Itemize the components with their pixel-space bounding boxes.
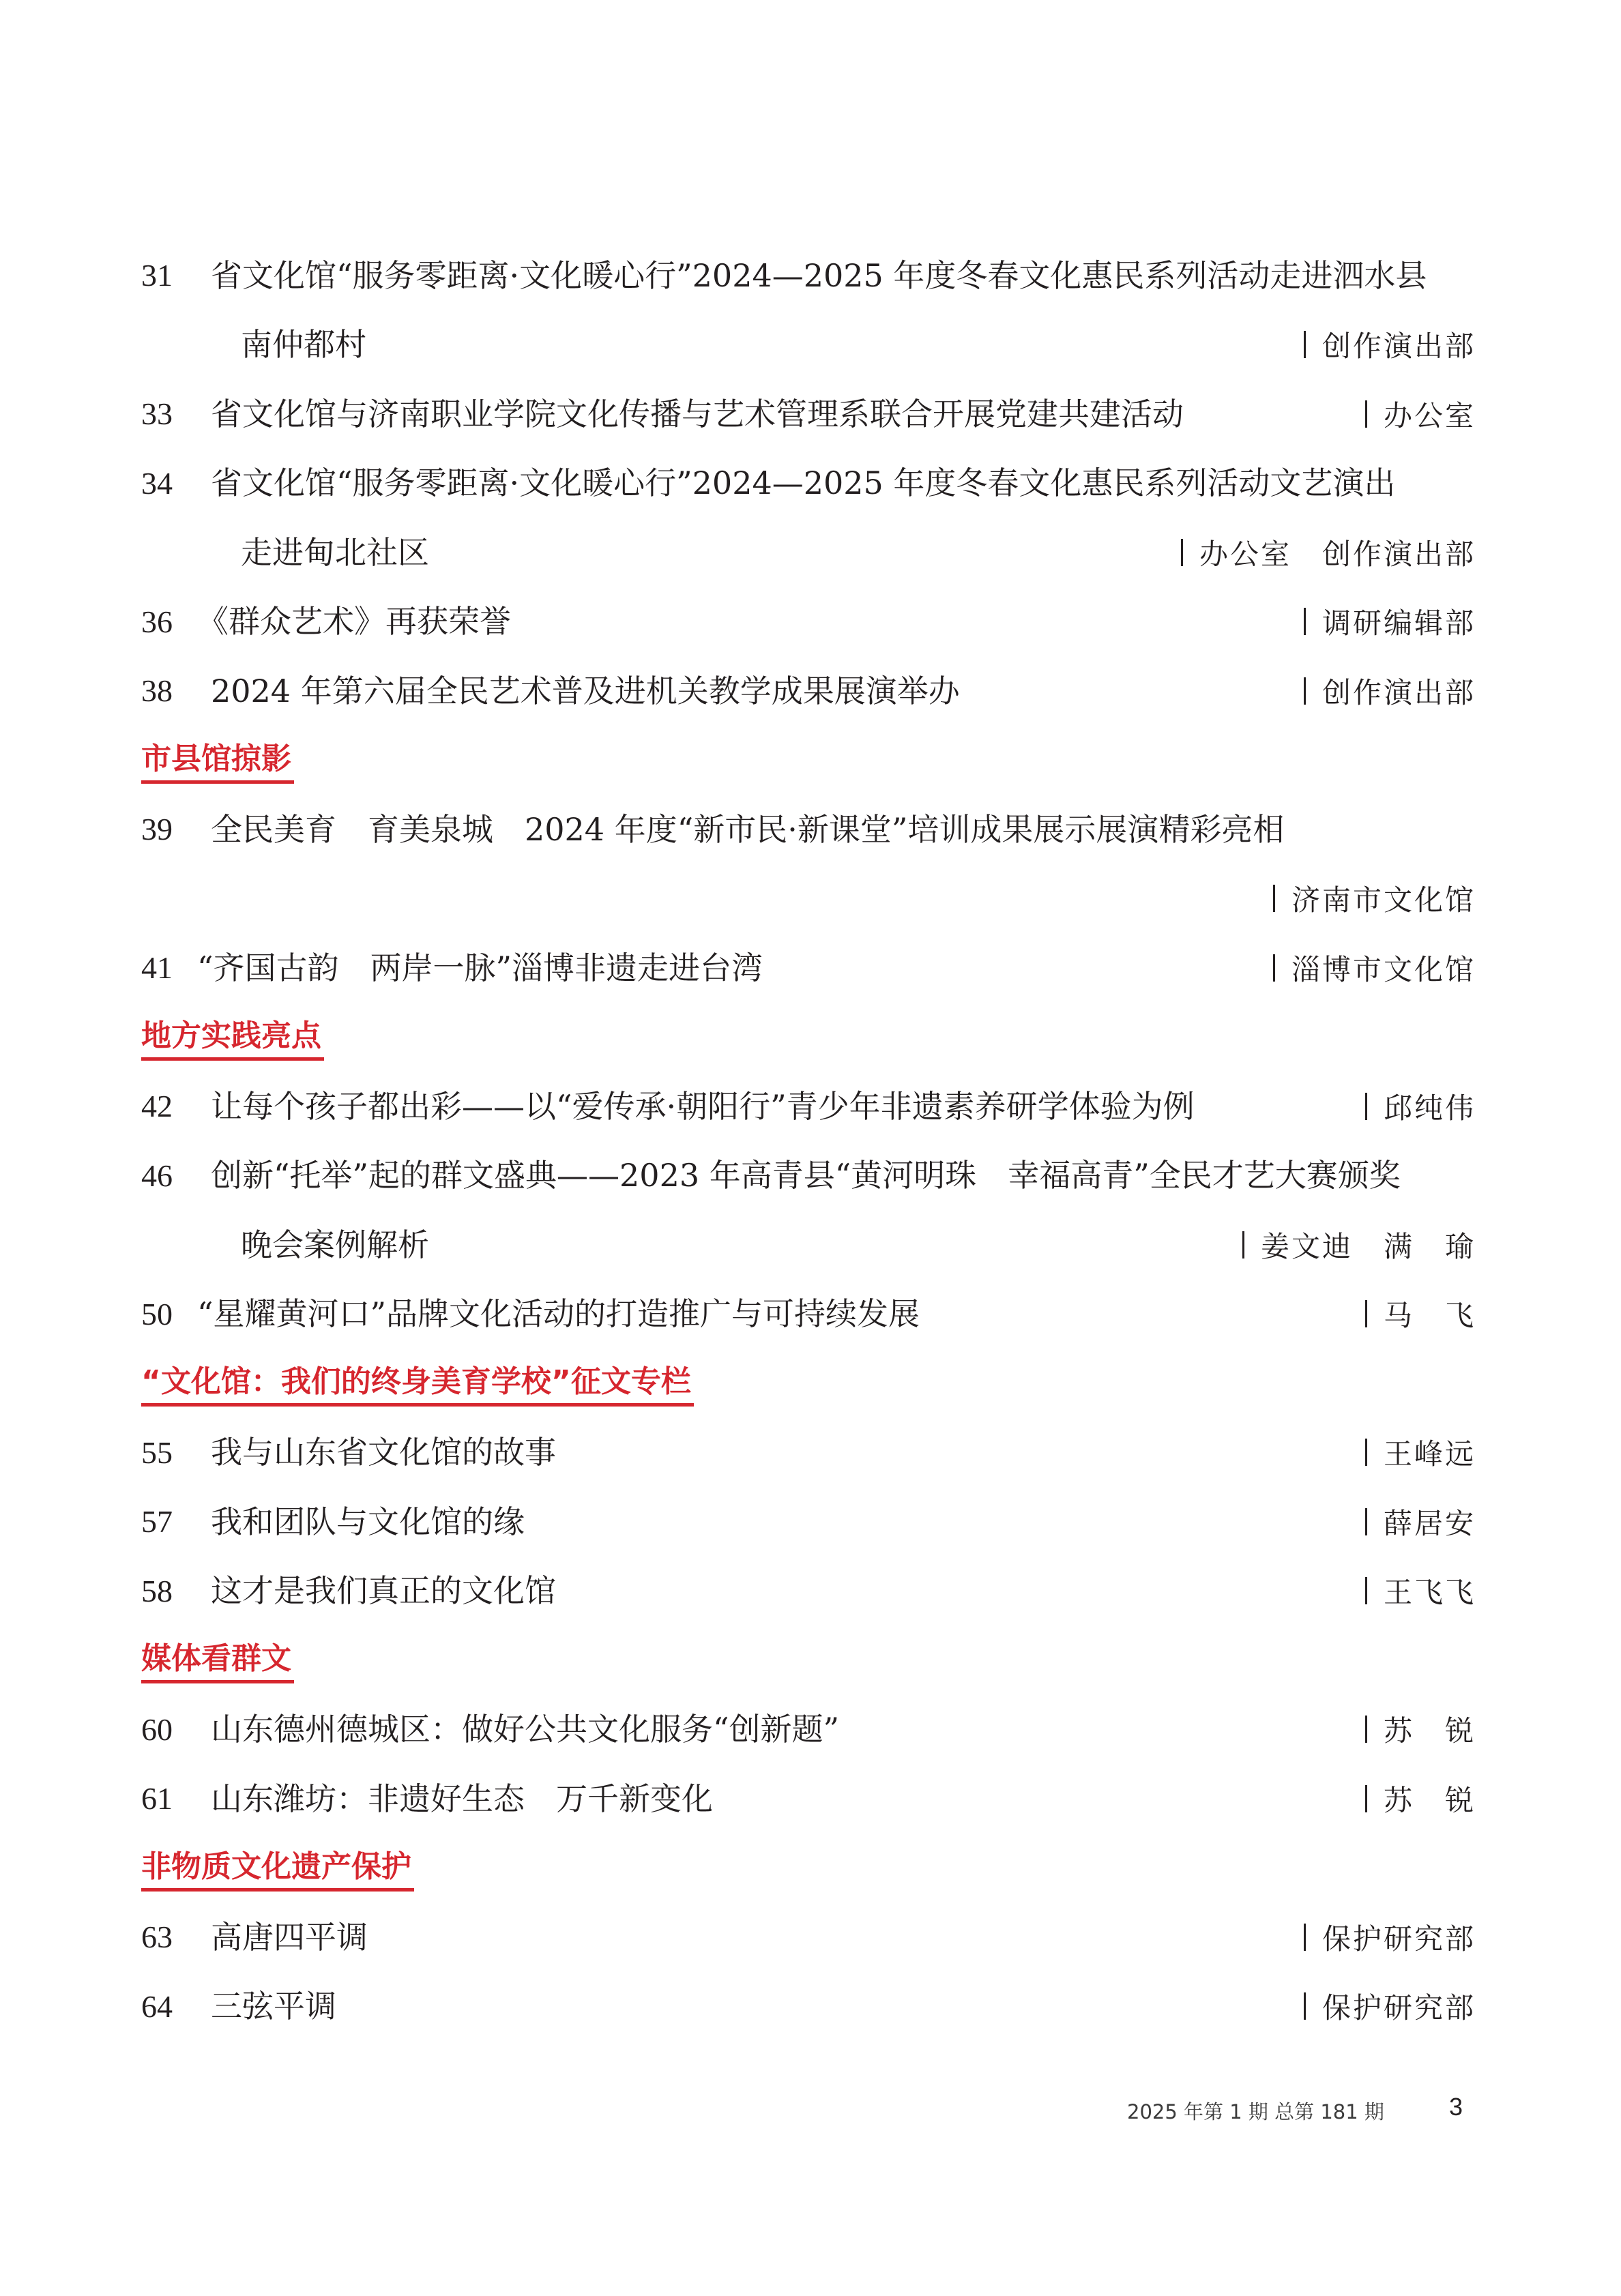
entry-author [1345,1778,1474,1819]
author-name: 创作演出部 [1321,675,1476,709]
author-separator [1242,1231,1244,1259]
toc-entry-55 [141,1418,1474,1488]
entry-title: 2024 年第六届全民艺术普及进机关教学成果展演举办 [211,672,960,709]
toc-entry-38 [141,656,1474,726]
section-heading: 市县馆掠影 [141,737,294,784]
entry-author [1283,671,1474,711]
entry-title-continuation: 南仲都村 [241,326,366,364]
author-separator [1273,885,1275,912]
entry-author [1222,1224,1474,1265]
toc-entry-46 [141,1141,1474,1211]
entry-title: 高唐四平调 [211,1918,368,1956]
author-name: 马 飞 [1383,1299,1476,1333]
entry-author [1283,324,1474,365]
toc-entry-34-continuation [141,518,1474,587]
author-name: 王峰远 [1383,1437,1476,1471]
author-separator [1365,1093,1367,1120]
author-name: 济南市文化馆 [1291,883,1476,917]
author-name: 苏 锐 [1383,1714,1476,1748]
entry-title-continuation: 走进甸北社区 [241,533,429,571]
entry-author [1283,601,1474,642]
toc-entry-50 [141,1280,1474,1349]
entry-title: 山东德州德城区：做好公共文化服务“创新题” [211,1711,840,1748]
author-separator [1304,331,1306,358]
author-name: 办公室 创作演出部 [1199,537,1476,571]
toc-entry-42 [141,1072,1474,1141]
entry-title-continuation: 晚会案例解析 [241,1226,429,1263]
entry-page-number: 34 [141,465,173,501]
author-separator [1181,539,1183,566]
author-separator [1273,954,1275,982]
author-separator [1365,1785,1367,1812]
section-heading: 非物质文化遗产保护 [141,1844,414,1892]
author-name: 调研编辑部 [1321,606,1476,641]
toc-entry-31 [141,241,1474,310]
toc-entry-34 [141,449,1474,518]
entry-title: “齐国古韵 两岸一脉”淄博非遗走进台湾 [197,949,763,986]
author-name: 办公室 [1383,398,1476,432]
toc-entry-33 [141,379,1474,449]
entry-author [1345,1709,1474,1750]
author-separator [1365,1439,1367,1466]
entry-page-number: 60 [141,1711,173,1747]
toc-entry-31-continuation [141,310,1474,380]
entry-title: 三弦平调 [211,1988,336,2025]
toc-entry-39-author-line [141,864,1474,934]
section-heading-row [141,726,1474,795]
section-heading-row [141,1625,1474,1695]
entry-author [1283,1986,1474,2027]
author-name: 薛居安 [1383,1506,1476,1540]
author-name: 保护研究部 [1321,1991,1476,2025]
entry-page-number: 39 [141,812,173,847]
entry-author [1345,1432,1474,1473]
entry-title: 省文化馆与济南职业学院文化传播与艺术管理系联合开展党建共建活动 [211,395,1184,432]
author-name: 苏 锐 [1383,1783,1476,1817]
entry-author [1253,878,1474,919]
entry-page-number: 41 [141,950,173,986]
entry-author [1345,1086,1474,1127]
entry-page-number: 38 [141,673,173,709]
entry-page-number: 58 [141,1573,173,1608]
entry-author [1283,1917,1474,1958]
toc-entry-41 [141,933,1474,1003]
entry-title: 我和团队与文化馆的缘 [211,1503,525,1540]
section-heading-row [141,1003,1474,1072]
toc-entry-57 [141,1487,1474,1557]
entry-title: 山东潍坊：非遗好生态 万千新变化 [211,1780,713,1817]
author-name: 淄博市文化馆 [1291,952,1476,986]
author-separator [1304,1992,1306,2020]
entry-title: 创新“托举”起的群文盛典——2023 年高青县“黄河明珠 幸福高青”全民才艺大赛颁奖 [211,1157,1401,1194]
entry-title: 省文化馆“服务零距离·文化暖心行”2024—2025 年度冬春文化惠民系列活动走进泗水县 [211,256,1427,294]
footer-page-number: 3 [1449,2093,1463,2121]
toc-entry-64 [141,1972,1474,2042]
toc-entry-39 [141,795,1474,864]
entry-author [1253,947,1474,988]
toc-entry-58 [141,1557,1474,1626]
entry-page-number: 64 [141,1988,173,2024]
section-heading-row [141,1349,1474,1418]
toc-entry-61 [141,1764,1474,1834]
section-heading-row [141,1834,1474,1903]
entry-page-number: 42 [141,1089,173,1124]
section-heading: 地方实践亮点 [141,1014,324,1061]
entry-author [1345,394,1474,435]
section-heading: “文化馆：我们的终身美育学校”征文专栏 [141,1359,694,1407]
author-separator [1365,1508,1367,1535]
author-name: 王飞飞 [1383,1576,1476,1610]
author-separator [1365,1577,1367,1604]
footer-issue-info: 2025 年第 1 期 总第 181 期 [1127,2100,1384,2123]
entry-page-number: 36 [141,604,173,639]
author-name: 姜文迪 满 瑜 [1260,1229,1476,1263]
entry-page-number: 31 [141,258,173,293]
author-separator [1304,677,1306,705]
entry-title: 《群众艺术》再获荣誉 [197,603,511,641]
author-name: 保护研究部 [1321,1922,1476,1956]
author-separator [1304,1924,1306,1951]
entry-title: 我与山东省文化馆的故事 [211,1434,556,1471]
entry-author [1160,532,1474,573]
entry-page-number: 46 [141,1158,173,1193]
toc-entry-60 [141,1695,1474,1765]
entry-page-number: 50 [141,1296,173,1331]
toc-entry-46-continuation [141,1210,1474,1280]
author-name: 邱纯伟 [1383,1091,1476,1125]
entry-author [1345,1293,1474,1334]
author-name: 创作演出部 [1321,329,1476,364]
entry-page-number: 33 [141,396,173,432]
author-separator [1365,1716,1367,1743]
table-of-contents [141,241,1474,2041]
author-separator [1365,400,1367,428]
author-separator [1365,1300,1367,1327]
entry-page-number: 61 [141,1781,173,1816]
entry-title: “星耀黄河口”品牌文化活动的打造推广与可持续发展 [197,1295,920,1333]
entry-title: 全民美育 育美泉城 2024 年度“新市民·新课堂”培训成果展示展演精彩亮相 [211,810,1285,848]
entry-title: 让每个孩子都出彩——以“爱传承·朝阳行”青少年非遗素养研学体验为例 [211,1087,1195,1125]
entry-page-number: 55 [141,1434,173,1470]
toc-entry-63 [141,1902,1474,1972]
entry-page-number: 63 [141,1919,173,1955]
entry-title: 省文化馆“服务零距离·文化暖心行”2024—2025 年度冬春文化惠民系列活动文艺演出 [211,465,1396,502]
entry-title: 这才是我们真正的文化馆 [211,1572,556,1610]
entry-author [1345,1570,1474,1611]
entry-page-number: 57 [141,1504,173,1540]
author-separator [1304,608,1306,635]
toc-entry-36 [141,587,1474,657]
section-heading: 媒体看群文 [141,1636,294,1683]
entry-author [1345,1501,1474,1542]
